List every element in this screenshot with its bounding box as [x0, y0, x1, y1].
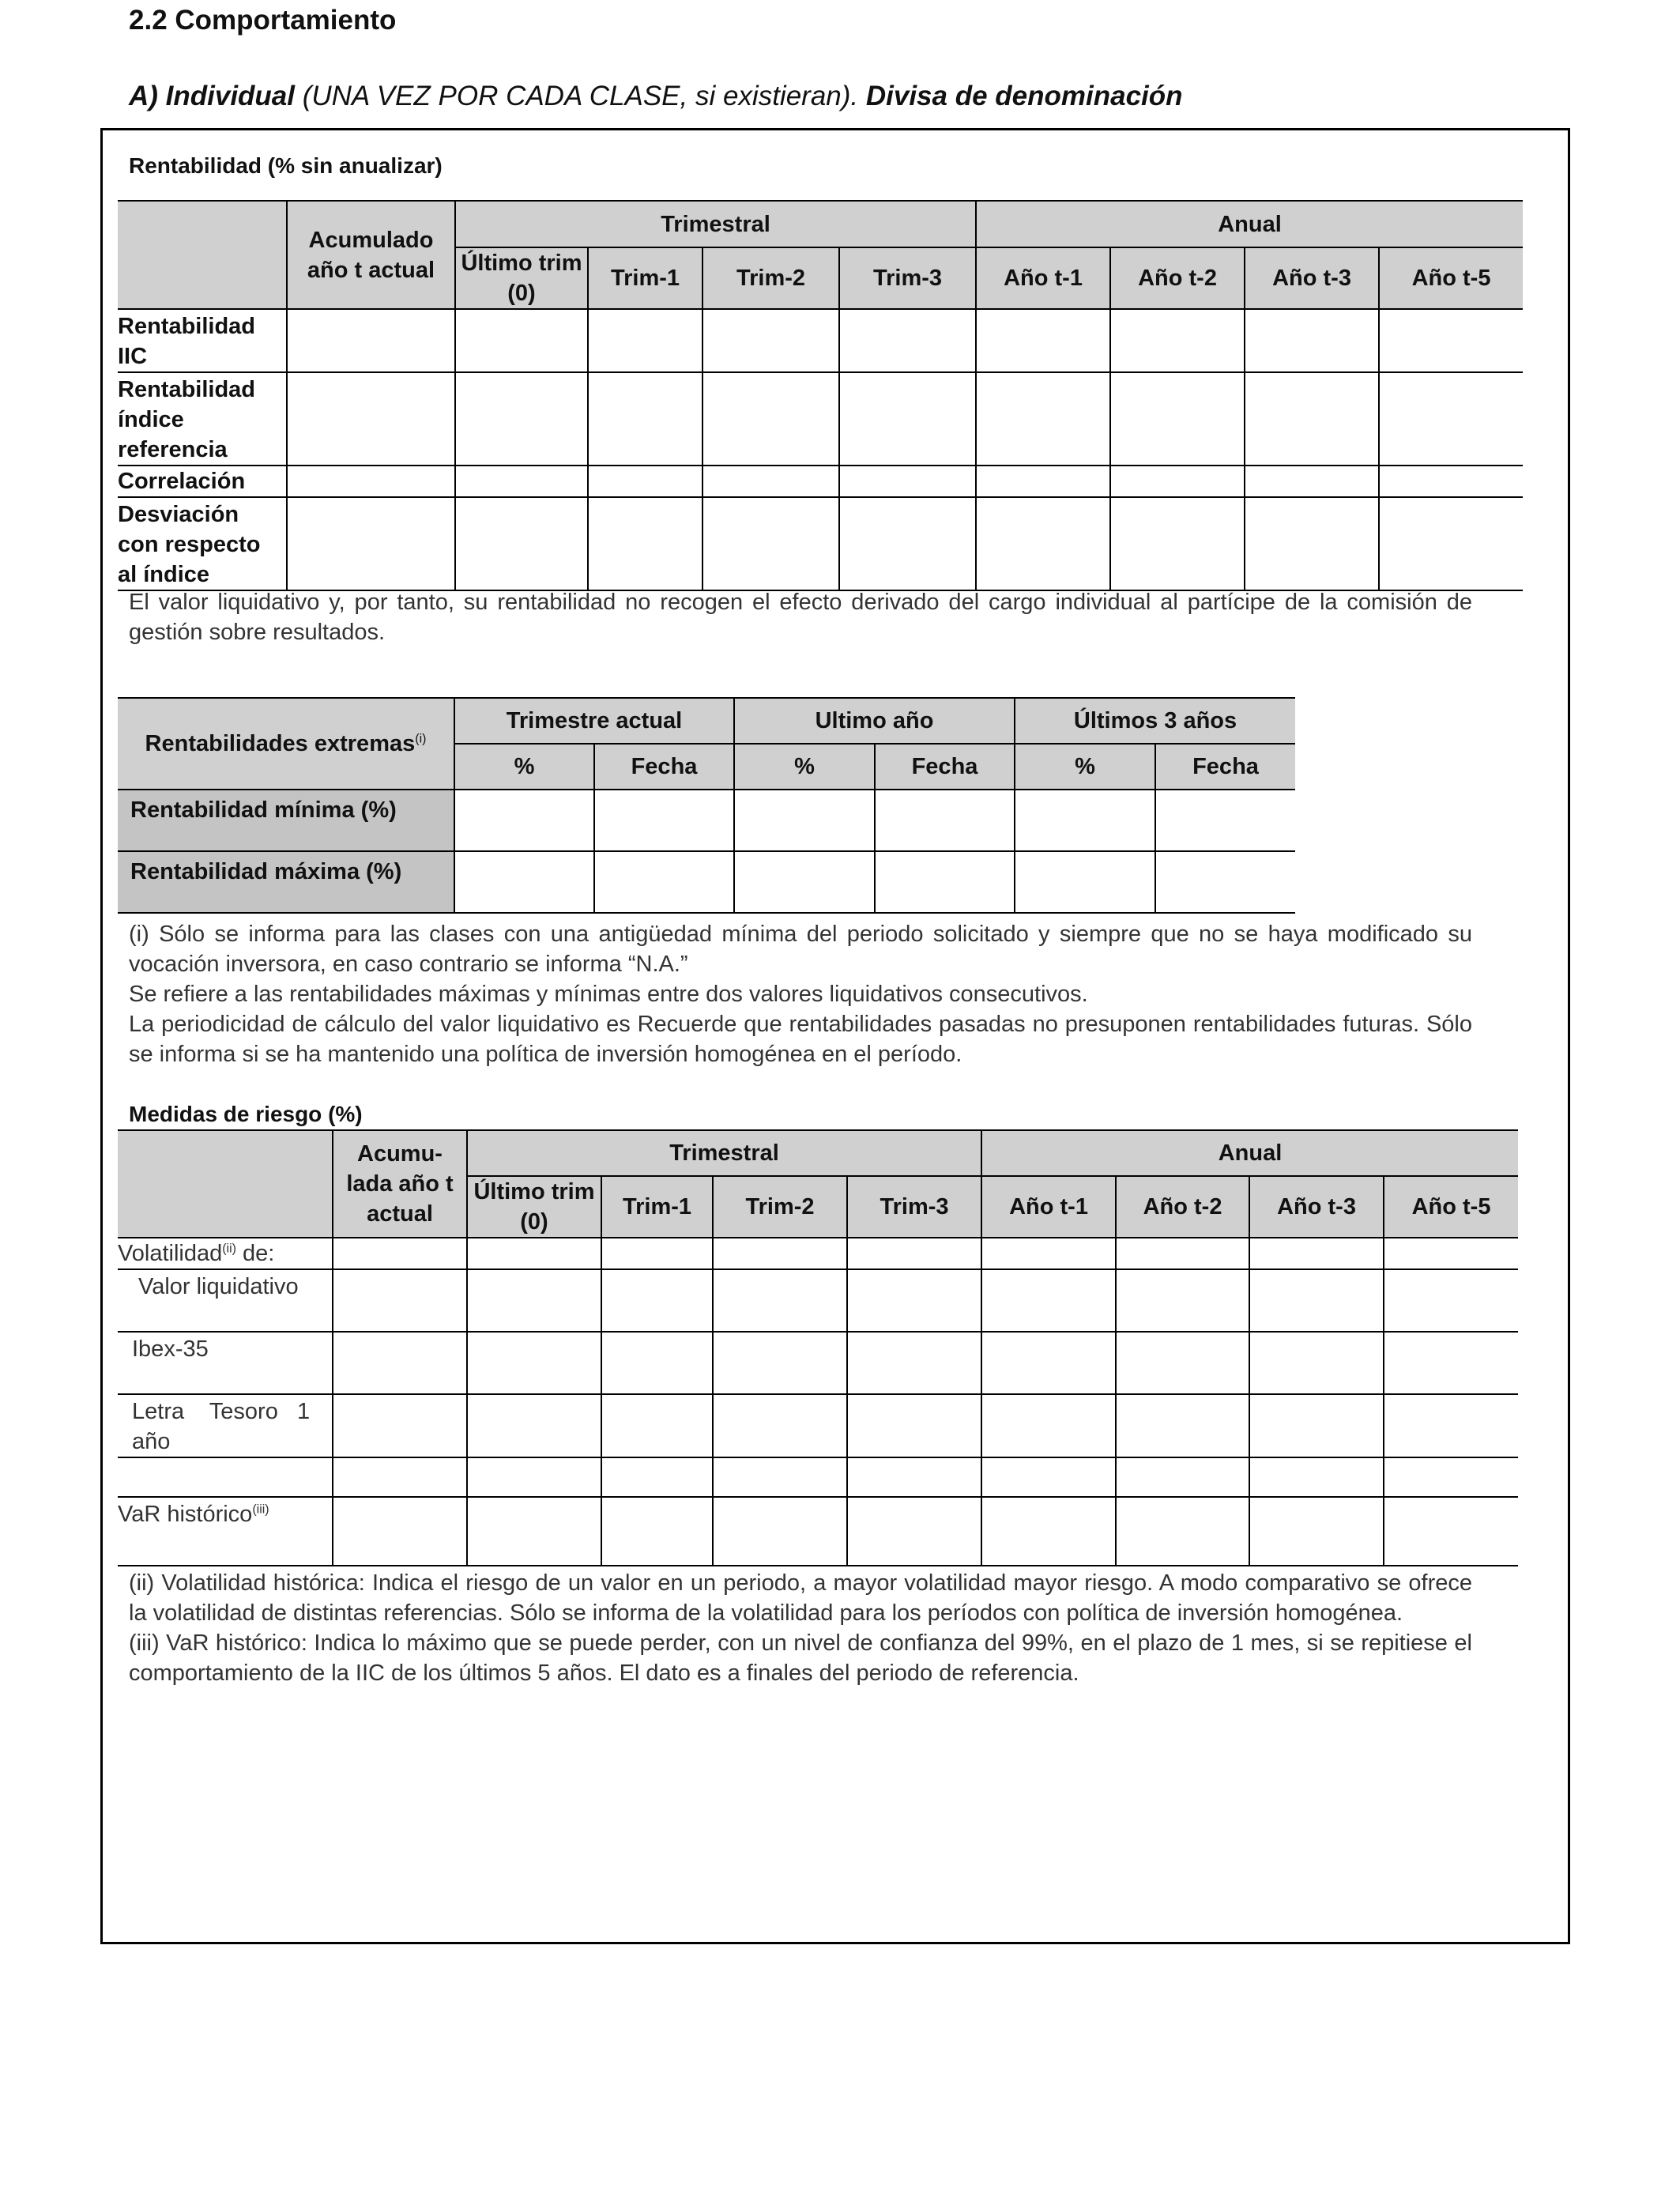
col-trim-1: Trim-1	[588, 247, 703, 309]
data-cell[interactable]	[1110, 497, 1245, 590]
col-pct: %	[1015, 744, 1155, 790]
data-cell[interactable]	[713, 1332, 847, 1394]
group-trimestral: Trimestral	[455, 201, 976, 247]
table-row	[118, 1238, 1518, 1269]
data-cell[interactable]	[847, 1457, 981, 1497]
row-label-var-historico	[118, 1497, 333, 1566]
data-cell[interactable]	[287, 466, 455, 497]
col-trim-2: Trim-2	[713, 1176, 847, 1238]
data-cell[interactable]	[703, 309, 839, 372]
riesgo-note-volatilidad: (ii) Volatilidad histórica: Indica el riesgo de un valor en un periodo, a mayor volatilidad mayor riesgo. A modo comparativo se ofrece la volatilidad de distintas referencias. Sólo se informa de la volatilidad para los períodos con política de inversión homogénea.	[129, 1570, 1472, 1626]
group-ultimo-ano: Ultimo año	[734, 698, 1015, 744]
data-cell[interactable]	[1384, 1238, 1518, 1269]
col-ano-t-5: Año t-5	[1384, 1176, 1518, 1238]
data-cell[interactable]	[601, 1238, 713, 1269]
data-cell[interactable]	[601, 1332, 713, 1394]
data-cell[interactable]	[1110, 372, 1245, 466]
data-cell[interactable]	[455, 309, 588, 372]
data-cell[interactable]	[588, 497, 703, 590]
data-cell[interactable]	[333, 1269, 467, 1332]
col-ano-t-5: Año t-5	[1379, 247, 1523, 309]
col-ano-t-1: Año t-1	[976, 247, 1110, 309]
data-cell[interactable]	[1110, 466, 1245, 497]
data-cell[interactable]	[976, 466, 1110, 497]
extremas-footnote-marker: (i)	[415, 732, 427, 746]
subtitle-currency: Divisa de denominación	[865, 81, 1183, 111]
col-acumulado: Acumulado año t actual	[287, 201, 455, 309]
col-trim-3: Trim-3	[839, 247, 976, 309]
data-cell[interactable]	[703, 466, 839, 497]
var-text: VaR histórico	[118, 1502, 253, 1527]
data-cell[interactable]	[454, 851, 594, 913]
table-row	[118, 1269, 1518, 1332]
data-cell[interactable]	[1116, 1457, 1249, 1497]
var-footnote-marker: (iii)	[252, 1502, 269, 1517]
data-cell[interactable]	[875, 790, 1015, 851]
col-ano-t-3: Año t-3	[1245, 247, 1379, 309]
riesgo-notes	[129, 1568, 1472, 1688]
data-cell[interactable]	[976, 497, 1110, 590]
data-cell[interactable]	[454, 790, 594, 851]
data-cell[interactable]	[333, 1497, 467, 1566]
col-ano-t-2: Año t-2	[1110, 247, 1245, 309]
table-row	[118, 309, 1523, 372]
col-trim-3: Trim-3	[847, 1176, 981, 1238]
table-row	[118, 790, 1295, 851]
data-cell[interactable]	[333, 1394, 467, 1457]
data-cell[interactable]	[455, 497, 588, 590]
data-cell[interactable]	[333, 1457, 467, 1497]
data-cell[interactable]	[1249, 1238, 1384, 1269]
row-label-rentabilidad-indice: Rentabilidad índice referencia	[118, 372, 287, 466]
data-cell[interactable]	[467, 1238, 601, 1269]
data-cell[interactable]	[1116, 1332, 1249, 1394]
data-cell[interactable]	[976, 372, 1110, 466]
data-cell[interactable]	[1384, 1332, 1518, 1394]
group-anual: Anual	[976, 201, 1523, 247]
data-cell[interactable]	[839, 466, 976, 497]
data-cell[interactable]	[1379, 466, 1523, 497]
data-cell[interactable]	[601, 1269, 713, 1332]
data-cell[interactable]	[467, 1332, 601, 1394]
data-cell[interactable]	[467, 1497, 601, 1566]
data-cell[interactable]	[1245, 309, 1379, 372]
data-cell[interactable]	[713, 1394, 847, 1457]
data-cell[interactable]	[847, 1497, 981, 1566]
data-cell[interactable]	[455, 372, 588, 466]
table-row	[118, 851, 1295, 913]
table-row	[118, 372, 1523, 466]
data-cell[interactable]	[1245, 466, 1379, 497]
table-row	[118, 1332, 1518, 1394]
extremas-heading	[118, 698, 454, 790]
data-cell[interactable]	[1155, 790, 1295, 851]
group-trimestral: Trimestral	[467, 1130, 981, 1176]
col-fecha: Fecha	[875, 744, 1015, 790]
subtitle-individual: A) Individual	[129, 81, 295, 111]
riesgo-corner-cell	[118, 1130, 333, 1238]
data-cell[interactable]	[594, 851, 734, 913]
row-label-rentabilidad-minima: Rentabilidad mínima (%)	[118, 790, 454, 851]
data-cell[interactable]	[1155, 851, 1295, 913]
row-label-rentabilidad-maxima: Rentabilidad máxima (%)	[118, 851, 454, 913]
data-cell[interactable]	[594, 790, 734, 851]
data-cell[interactable]	[847, 1238, 981, 1269]
extremas-heading-text: Rentabilidades extremas	[145, 731, 416, 756]
data-cell[interactable]	[839, 372, 976, 466]
data-cell[interactable]	[333, 1238, 467, 1269]
table-row	[118, 497, 1523, 590]
data-cell[interactable]	[1245, 372, 1379, 466]
col-ano-t-1: Año t-1	[981, 1176, 1116, 1238]
data-cell[interactable]	[1249, 1332, 1384, 1394]
data-cell[interactable]	[839, 309, 976, 372]
data-cell[interactable]	[1379, 309, 1523, 372]
row-label-rentabilidad-iic: Rentabilidad IIC	[118, 309, 287, 372]
data-cell[interactable]	[1110, 309, 1245, 372]
table-row	[118, 1497, 1518, 1566]
data-cell[interactable]	[333, 1332, 467, 1394]
row-label-valor-liquidativo: Valor liquidativo	[118, 1269, 333, 1332]
section-title: 2.2 Comportamiento	[129, 5, 397, 36]
data-cell[interactable]	[1116, 1238, 1249, 1269]
col-pct: %	[454, 744, 594, 790]
row-label-ibex-35: Ibex-35	[118, 1332, 333, 1394]
data-cell[interactable]	[1249, 1497, 1384, 1566]
data-cell[interactable]	[455, 466, 588, 497]
riesgo-note-var: (iii) VaR histórico: Indica lo máximo que se puede perder, con un nivel de confianza del 99%, en el plazo de 1 mes, si se repitiese el comportamiento de la IIC de los últimos 5 años. El dato es a finales del periodo de referencia.	[129, 1630, 1472, 1686]
data-cell[interactable]	[713, 1457, 847, 1497]
data-cell[interactable]	[713, 1497, 847, 1566]
data-cell[interactable]	[588, 372, 703, 466]
data-cell[interactable]	[981, 1394, 1116, 1457]
data-cell[interactable]	[601, 1497, 713, 1566]
data-cell[interactable]	[875, 851, 1015, 913]
volatilidad-text: Volatilidad	[118, 1241, 223, 1266]
row-label-volatilidad	[118, 1238, 333, 1269]
extremas-note-3: La periodicidad de cálculo del valor liquidativo es Recuerde que rentabilidades pasadas no presuponen rentabilidades futuras. Sólo se informa si se ha mantenido una política de inversión homogénea en el período.	[129, 1012, 1472, 1067]
col-fecha: Fecha	[594, 744, 734, 790]
data-cell[interactable]	[734, 851, 875, 913]
data-cell[interactable]	[1116, 1497, 1249, 1566]
data-cell[interactable]	[976, 309, 1110, 372]
data-cell[interactable]	[734, 790, 875, 851]
rentabilidad-note: El valor liquidativo y, por tanto, su rentabilidad no recogen el efecto derivado del cargo individual al partícipe de la comisión de gestión sobre resultados.	[129, 590, 1472, 645]
data-cell[interactable]	[601, 1394, 713, 1457]
data-cell[interactable]	[287, 372, 455, 466]
col-fecha: Fecha	[1155, 744, 1295, 790]
col-acumulada: Acumu-lada año t actual	[333, 1130, 467, 1238]
extremas-notes	[129, 919, 1472, 1069]
data-cell[interactable]	[1384, 1269, 1518, 1332]
data-cell[interactable]	[1245, 497, 1379, 590]
rentabilidad-heading: Rentabilidad (% sin anualizar)	[129, 153, 443, 178]
data-cell[interactable]	[1116, 1394, 1249, 1457]
data-cell[interactable]	[1249, 1269, 1384, 1332]
subtitle-class-note: (UNA VEZ POR CADA CLASE, si existieran).	[295, 81, 866, 111]
data-cell[interactable]	[1015, 790, 1155, 851]
col-trim-1: Trim-1	[601, 1176, 713, 1238]
data-cell[interactable]	[847, 1394, 981, 1457]
group-ultimos-3-anos: Últimos 3 años	[1015, 698, 1295, 744]
data-cell[interactable]	[703, 497, 839, 590]
table-row	[118, 466, 1523, 497]
rentabilidad-corner-cell	[118, 201, 287, 309]
col-ultimo-trim: Último trim (0)	[467, 1176, 601, 1238]
data-cell[interactable]	[839, 497, 976, 590]
data-cell[interactable]	[1384, 1497, 1518, 1566]
riesgo-heading: Medidas de riesgo (%)	[129, 1102, 363, 1126]
data-cell[interactable]	[847, 1269, 981, 1332]
data-cell[interactable]	[713, 1238, 847, 1269]
extremas-note-2: Se refiere a las rentabilidades máximas y mínimas entre dos valores liquidativos consecutivos.	[129, 982, 1088, 1007]
col-trim-2: Trim-2	[703, 247, 839, 309]
data-cell[interactable]	[467, 1269, 601, 1332]
col-ano-t-2: Año t-2	[1116, 1176, 1249, 1238]
row-label-correlacion: Correlación	[118, 466, 287, 497]
row-label-desviacion: Desviación con respecto al índice	[118, 497, 287, 590]
col-pct: %	[734, 744, 875, 790]
data-cell[interactable]	[1379, 372, 1523, 466]
data-cell[interactable]	[1384, 1457, 1518, 1497]
group-trimestre-actual: Trimestre actual	[454, 698, 734, 744]
data-cell[interactable]	[1379, 497, 1523, 590]
data-cell[interactable]	[588, 466, 703, 497]
table-row	[118, 1457, 1518, 1497]
extremas-note-1: (i) Sólo se informa para las clases con una antigüedad mínima del periodo solicitado y siempre que no se haya modificado su vocación inversora, en caso contrario se informa “N.A.”	[129, 922, 1472, 977]
data-cell[interactable]	[1384, 1394, 1518, 1457]
extremas-table	[118, 697, 1295, 914]
data-cell[interactable]	[588, 309, 703, 372]
data-cell[interactable]	[981, 1457, 1116, 1497]
data-cell[interactable]	[713, 1269, 847, 1332]
row-label-blank	[118, 1457, 333, 1497]
data-cell[interactable]	[287, 309, 455, 372]
subtitle	[129, 76, 1183, 117]
data-cell[interactable]	[601, 1457, 713, 1497]
col-ano-t-3: Año t-3	[1249, 1176, 1384, 1238]
data-cell[interactable]	[1015, 851, 1155, 913]
data-cell[interactable]	[287, 497, 455, 590]
data-cell[interactable]	[981, 1238, 1116, 1269]
riesgo-table	[118, 1129, 1518, 1566]
data-cell[interactable]	[1249, 1457, 1384, 1497]
table-row	[118, 1394, 1518, 1457]
data-cell[interactable]	[467, 1457, 601, 1497]
data-cell[interactable]	[981, 1332, 1116, 1394]
col-ultimo-trim: Último trim (0)	[455, 247, 588, 309]
row-label-letra-tesoro: Letra Tesoro 1 año	[118, 1394, 333, 1457]
volatilidad-footnote-marker: (ii)	[222, 1242, 236, 1256]
data-cell[interactable]	[981, 1497, 1116, 1566]
data-cell[interactable]	[1116, 1269, 1249, 1332]
data-cell[interactable]	[1249, 1394, 1384, 1457]
data-cell[interactable]	[847, 1332, 981, 1394]
data-cell[interactable]	[703, 372, 839, 466]
data-cell[interactable]	[981, 1269, 1116, 1332]
data-cell[interactable]	[467, 1394, 601, 1457]
rentabilidad-table	[118, 200, 1523, 591]
volatilidad-suffix: de:	[235, 1241, 275, 1266]
group-anual: Anual	[981, 1130, 1518, 1176]
